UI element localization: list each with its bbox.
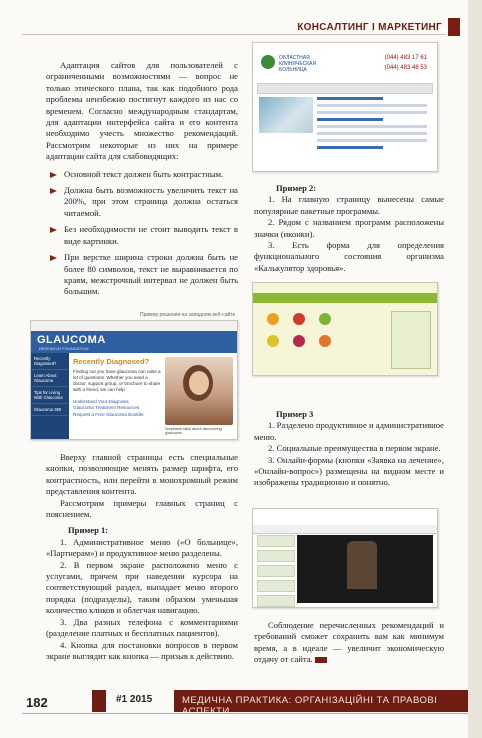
hospital-site-screenshot	[252, 42, 438, 172]
site-link: Request a Free Glaucoma Booklet	[73, 411, 144, 417]
glaucoma-site-screenshot	[30, 320, 238, 440]
page-edge-strip	[468, 0, 482, 738]
issue-number: #1 2015	[116, 694, 153, 705]
page-number: 182	[26, 695, 48, 710]
example-item: 3. Два разных телефона с комментариями (разделение платных и бесплатных пациентов).	[46, 616, 238, 639]
clinic-nav	[253, 525, 437, 534]
bullet-item: Без необходимости не стоит выводить текст в виде картинки.	[46, 224, 238, 247]
section-header: КОНСАЛТИНГ І МАРКЕТИНГ	[297, 22, 442, 33]
header-rule	[22, 34, 446, 35]
left-column-top	[46, 60, 238, 303]
site-link: Glaucoma Treatment Resources	[73, 405, 140, 411]
clinic-cards	[257, 535, 295, 608]
left-column-bottom	[46, 452, 238, 662]
example-item: 3. Есть форма для определения функционального состояния организма «Калькулятор здоровья».	[254, 240, 444, 273]
bullet-item: При верстке ширина строки должна быть не более 80 символов, текст не выравнивается по краям, межстрочный интервал не должен быть большим.	[46, 252, 238, 298]
paragraph: Рассмотрим примеры главных страниц с пояснением.	[46, 497, 238, 520]
footer-rule	[22, 713, 468, 714]
hospital-photo	[259, 97, 313, 133]
wellness-site-screenshot	[252, 282, 438, 376]
header-accent-block	[448, 18, 460, 36]
package-icon	[267, 335, 279, 347]
bullet-item: Должна быть возможность увеличить текст на 200%, при этом страница должна остаться читаемой.	[46, 185, 238, 219]
example-item: 2. Социальные преимущества в первом экране.	[268, 443, 441, 454]
wellness-nav	[253, 293, 437, 303]
hospital-logo	[261, 55, 275, 69]
site-brand	[31, 331, 237, 353]
hospital-name: ОБЛАСТНАЯ КЛИНИЧЕСКАЯ БОЛЬНИЦА	[279, 55, 317, 73]
phone: (044) 483 17 61	[384, 55, 427, 61]
site-link: Understand Your Diagnosis	[73, 399, 129, 404]
conclusion-paragraph	[254, 620, 444, 666]
hospital-nav	[257, 83, 433, 94]
example-item: 2. В первом экране расположено меню с услугами, причем при наведении курсора на соответствующий раздел, выпадает меню второго порядка (подразделы), таким образом уменьшая количество кликов и облегчая навигацию.	[46, 559, 238, 616]
sidebar-item: Tips for Living With Glaucoma	[31, 387, 69, 404]
package-icon	[293, 335, 305, 347]
right-column-example3	[254, 404, 444, 489]
conclusion-text: Соблюдение перечисленных рекомендаций и требований сможет сохранить вам как минимум время, а в идеале — увеличит экономическую отдачу от сайта.	[254, 620, 444, 665]
journal-bar	[174, 690, 468, 717]
bullet-item: Основной текст должен быть контрастным.	[46, 169, 238, 180]
right-column-example2	[254, 178, 444, 274]
portrait-photo	[165, 357, 233, 425]
clinic-site-screenshot	[252, 508, 438, 608]
example-item: 4. Кнопка для постановки вопросов в первом экране выглядит как кнопка — призыв к действию.	[46, 639, 238, 661]
journal-title: МЕДИЧНА ПРАКТИКА: ОРГАНІЗАЦІЙНІ ТА ПРАВОВІ АСПЕКТИ	[182, 695, 438, 717]
hospital-content	[317, 97, 427, 153]
package-icon	[319, 313, 331, 325]
hospital-phones	[385, 53, 427, 73]
example-title: Пример 3	[276, 409, 314, 419]
screenshot-caption: Пример решения на западном веб-сайте	[140, 312, 236, 318]
clinic-video	[297, 535, 433, 603]
paragraph: Вверху главной страницы есть специальные кнопки, позволяющие менять размер шрифта, его контрастность, или перейти в монохромный режим представления контента.	[46, 452, 238, 497]
package-icon	[319, 335, 331, 347]
site-links	[73, 399, 163, 418]
site-main	[69, 353, 237, 439]
sidebar-item: Learn About Glaucoma	[31, 370, 69, 387]
example-item: 2. Рядом с названием программ расположены значки (иконки).	[254, 217, 444, 239]
example-title: Пример 1:	[68, 525, 109, 536]
package-icon	[267, 313, 279, 325]
example-item: 1. Разделено продуктивное и административное меню.	[254, 420, 444, 442]
health-calculator-form	[391, 311, 431, 369]
site-sidebar	[31, 353, 69, 439]
intro-paragraph: Адаптация сайтов для пользователей с ограниченными возможностями — вопрос не только этического плана, так как подобного рода проблемы неизбежно постигнут каждого из нас со временем. Согласно международным стандартам, для адаптации интерфейса сайта и его контента необходимо учесть множество рекомендаций. Рассмотрим некоторые из них на примере адаптации сайта для слабовидящих:	[46, 60, 238, 162]
photo-caption: Stephanie talks about discovering glaucoma	[165, 427, 222, 435]
brand-subtitle: RESEARCH FOUNDATION	[39, 346, 89, 351]
phone: (044) 483 46 53	[384, 65, 427, 71]
site-text: Finding out you have glaucoma can raise a lot of questions. Whether you need a doctor, support group, or brochure to share with a friend, we can help	[73, 369, 161, 392]
end-mark	[315, 657, 327, 663]
example-item: 1. Административное меню («О больнице», «Партнерам») и продуктивное меню разделены.	[46, 536, 238, 559]
sidebar-item: Recently Diagnosed?	[31, 353, 69, 370]
package-icon	[293, 313, 305, 325]
example-item: 1. На главную страницу вынесены самые популярные пакетные программы.	[254, 194, 444, 216]
conclusion-block	[254, 620, 444, 666]
example-title: Пример 2:	[276, 183, 317, 193]
footer-mark	[92, 690, 106, 712]
bullet-list	[46, 169, 238, 298]
brand-title: GLAUCOMA	[37, 334, 106, 346]
example-item: 3. Онлайн-формы (кнопки «Заявка на лечение», «Онлайн-вопрос») размещены на видном месте и изображены традиционно и понятно.	[254, 454, 444, 488]
site-heading: Recently Diagnosed?	[73, 357, 150, 366]
sidebar-item: Glaucoma 360	[31, 404, 69, 416]
